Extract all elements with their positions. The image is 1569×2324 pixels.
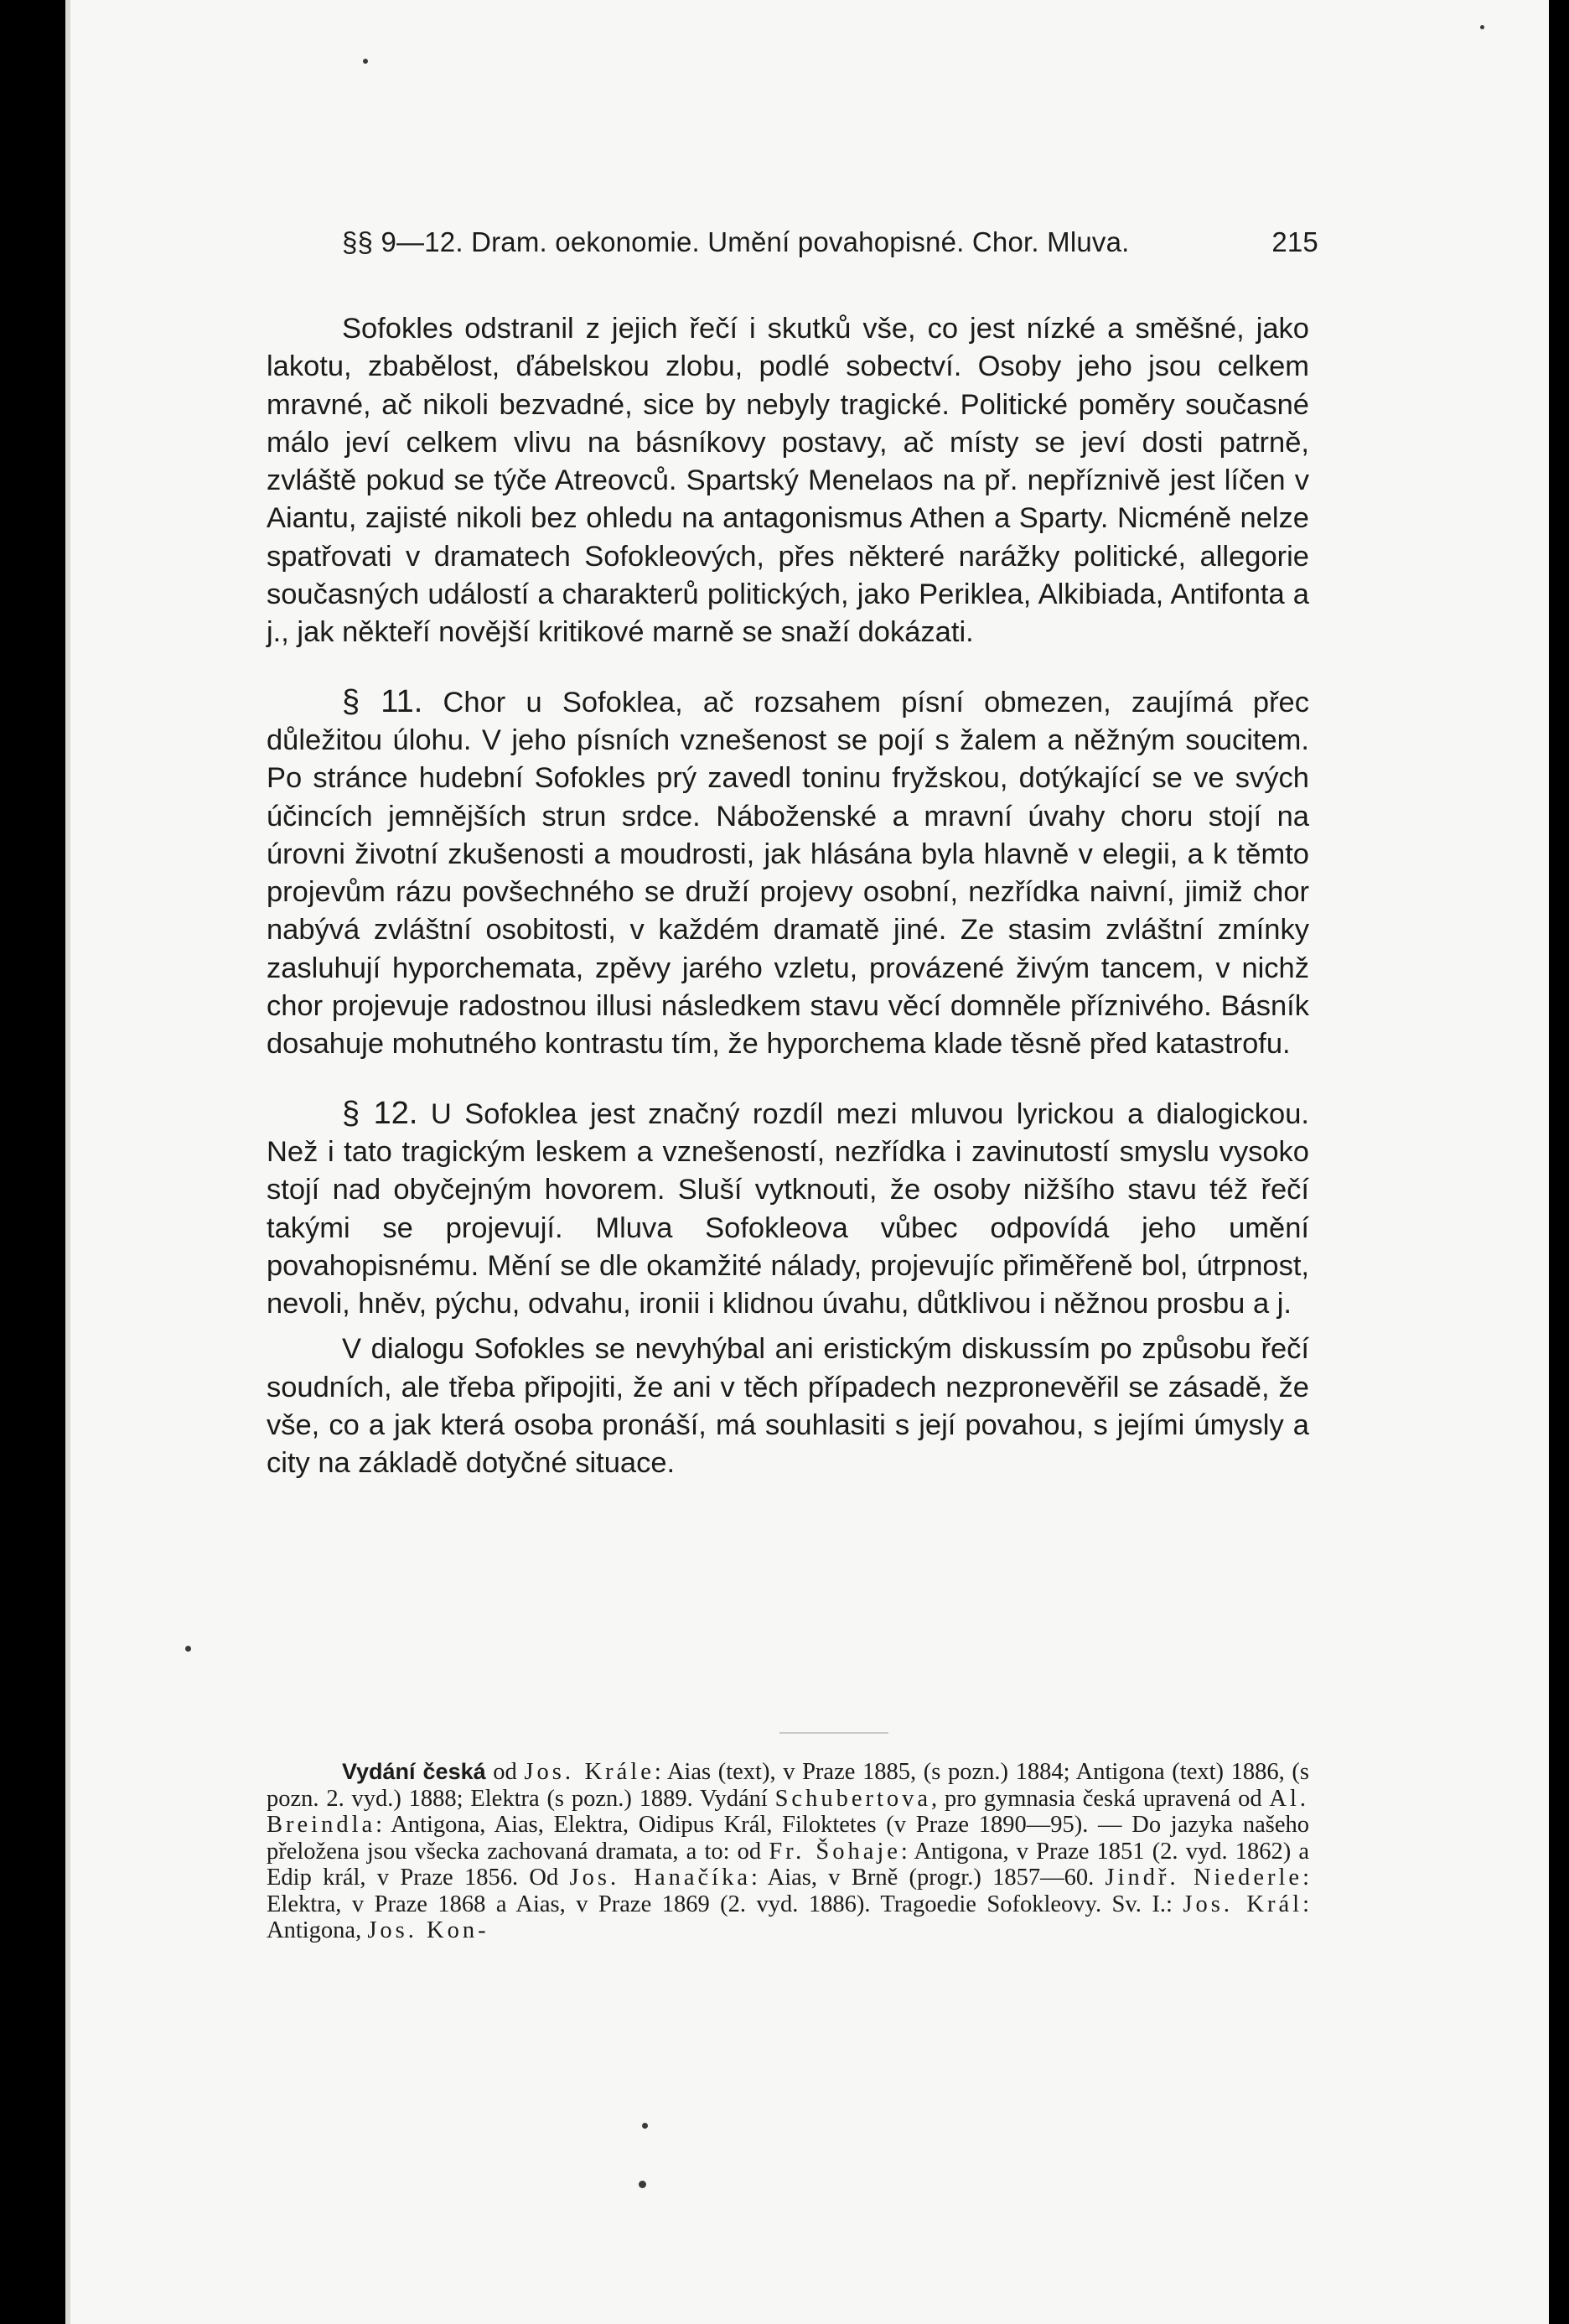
scanned-page bbox=[65, 0, 1549, 2324]
footnote-name: Jos. Kon- bbox=[367, 1917, 489, 1943]
scan-speck bbox=[185, 1646, 191, 1652]
paragraph-language bbox=[267, 1095, 1309, 1324]
paragraph-language-text: U Sofoklea jest značný rozdíl mezi mluvou lyrickou a dialogickou. Než i tato tragickým leskem a vznešeností, nezřídka i zavinutostí smyslu vysoko stojí nad obyčejným hovorem. Sluší vytknouti, že osoby nižšího stavu též řečí takými se projevují. Mluva Sofokleova vůbec odpovídá jeho umění povahopisnému. Mění se dle okamžité nálady, projevujíc přiměřeně bol, útrpnost, nevoli, hněv, pýchu, odvahu, ironii i klidnou úvahu, důtklivou i něžnou prosbu a j. bbox=[267, 1097, 1309, 1320]
section-mark-11: § 11. bbox=[342, 683, 423, 719]
footnote-text: : Antigona, Aias, Elektra, Oidipus Král, Filoktetes (v Praze 1890—95). — Do jazyka našeho přeložena jsou všecka zachovaná dramata, a to: od bbox=[267, 1812, 1309, 1865]
scan-speck bbox=[639, 2181, 646, 2188]
footnote-name: Al. Breindla bbox=[267, 1785, 1309, 1838]
footnote-name: Schubertova bbox=[774, 1785, 932, 1812]
running-head-title: §§ 9—12. Dram. oekonomie. Umění povahopisné. Chor. Mluva. bbox=[342, 226, 1130, 257]
footnote-name: Jos. Krále bbox=[524, 1759, 655, 1785]
footnote-name: Jindř. Niederle bbox=[1105, 1865, 1303, 1891]
scan-speck bbox=[642, 2123, 648, 2129]
footnote-text: : Elektra, v Praze 1868 a Aias, v Praze 1869 (2. vyd. 1886). Tragoedie Sofokleovy. Sv. I.: bbox=[267, 1865, 1309, 1917]
running-head bbox=[342, 226, 1318, 258]
footnote-lead: Vydání česká bbox=[342, 1759, 486, 1784]
footnote-text: : Aias (text), v Praze 1885, (s pozn.) 1884; Antigona (text) 1886, (s pozn. 2. vyd.) 1888; Elektra (s pozn.) 1889. Vydání bbox=[267, 1759, 1309, 1812]
footnote-text: , pro gymnasia česká upravená od bbox=[931, 1785, 1270, 1812]
footnote-separator bbox=[779, 1732, 888, 1734]
footnote-text: : Antigona, v Praze 1851 (2. vyd. 1862) a Edip král, v Praze 1856. Od bbox=[267, 1838, 1309, 1891]
page-number: 215 bbox=[1271, 226, 1318, 257]
paragraph-dialogue: V dialogu Sofokles se nevyhýbal ani eristickým diskussím po způsobu řečí soudních, ale třeba připojiti, že ani v těch případech nezpronevěřil se zásadě, že vše, co a jak která osoba pronáší, má souhlasiti s její povahou, s jejími úmysly a city na základě dotyčné situace. bbox=[267, 1333, 1309, 1480]
footnote-name: Jos. Hanačíka bbox=[569, 1865, 751, 1891]
body-text bbox=[267, 310, 1309, 1483]
footnote-paragraph bbox=[267, 1759, 1309, 1944]
paragraph-chorus-text: Chor u Sofoklea, ač rozsahem písní obmezen, zaujímá přec důležitou úlohu. V jeho písních vznešenost se pojí s žalem a něžným soucitem. Po stránce hudební Sofokles prý zavedl toninu fryžskou, dotýkající se ve svých účincích jemnějších strun srdce. Náboženské a mravní úvahy choru stojí na úrovni životní zkušenosti a moudrosti, jak hlásána byla hlavně v elegii, a k těmto projevům rázu povšechného se druží projevy osobní, nezřídka naivní, jimiž chor nabývá zvláštní osobitosti, v každém dramatě jiné. Ze stasim zvláštní zmínky zasluhují hyporchemata, zpěvy jarého vzletu, provázené živým tancem, v nichž chor projevuje radostnou illusi následkem stavu věcí domněle příznivého. Básník dosahuje mohutného kontrastu tím, že hyporchema klade těsně před katastrofu. bbox=[267, 686, 1309, 1061]
scan-speck bbox=[1480, 25, 1484, 29]
page-left-edge bbox=[65, 0, 70, 2324]
footnote-name: Fr. Šohaje bbox=[769, 1838, 901, 1865]
paragraph-chorus bbox=[267, 683, 1309, 1064]
section-mark-12: § 12. bbox=[342, 1095, 418, 1131]
footnote-text: : Antigona, bbox=[267, 1891, 1309, 1943]
footnote-editions bbox=[267, 1759, 1309, 1944]
footnote-name: Jos. Král bbox=[1183, 1891, 1303, 1917]
paragraph-characters: Sofokles odstranil z jejich řečí i skutků vše, co jest nízké a směšné, jako lakotu, zbabělost, ďábelskou zlobu, podlé sobectví. Osoby jeho jsou celkem mravné, ač nikoli bezvadné, sice by nebyly tragické. Politické poměry současné málo jeví celkem vlivu na básníkovy postavy, ač místy se jeví dosti patrně, zvláště pokud se týče Atreovců. Spartský Menelaos na př. nepříznivě jest líčen v Aiantu, zajisté nikoli bez ohledu na antagonismus Athen a Sparty. Nicméně nelze spatřovati v dramatech Sofokleových, přes některé narážky politické, allegorie současných událostí a charakterů politických, jako Periklea, Alkibiada, Antifonta a j., jak někteří novější kritikové marně se snaží dokázati. bbox=[267, 313, 1309, 649]
footnote-text: od bbox=[485, 1759, 525, 1785]
footnote-text: : Aias, v Brně (progr.) 1857—60. bbox=[751, 1865, 1106, 1891]
scan-speck bbox=[363, 59, 368, 64]
